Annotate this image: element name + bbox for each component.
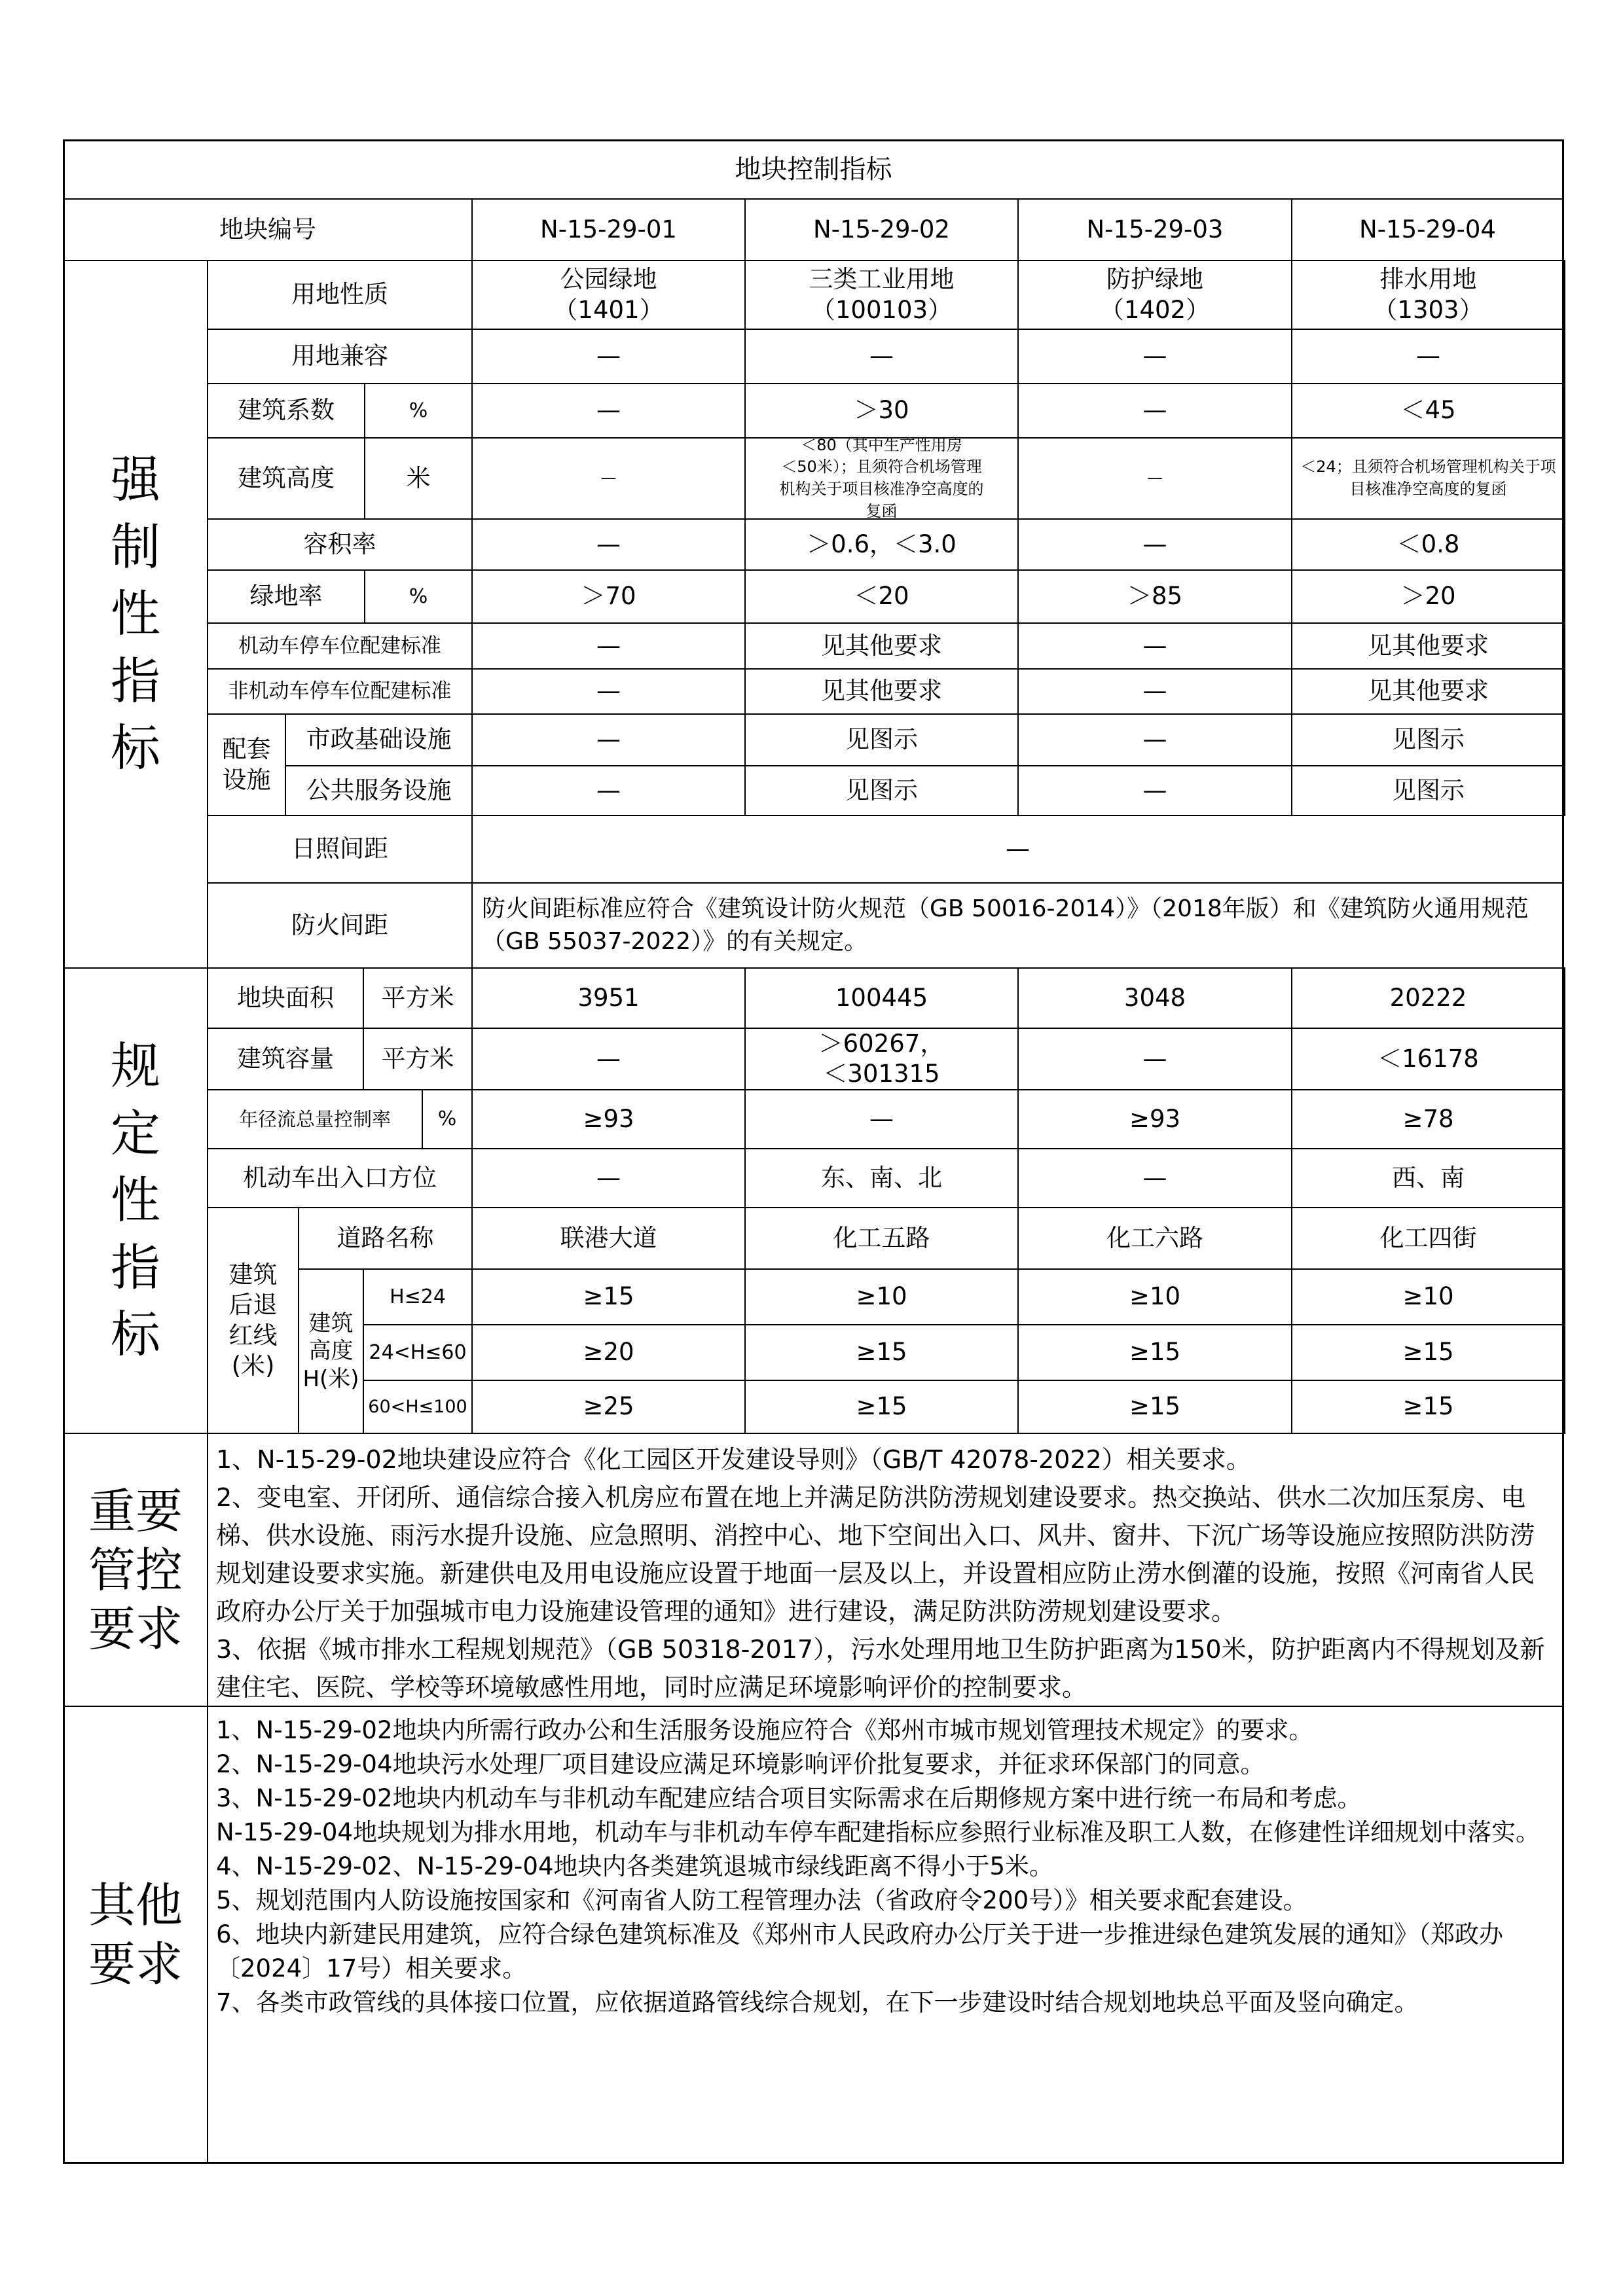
label-bike-parking: 非机动车停车位配建标准 — [207, 668, 473, 715]
value-cell: 见其他要求 — [744, 668, 1019, 715]
unit-parcel-area: 平方米 — [363, 967, 473, 1029]
unit-building-volume: 平方米 — [363, 1028, 473, 1090]
other-requirement-item: 2、N-15-29-04地块污水处理厂项目建设应满足环境影响评价批复要求，并征求环保部门的同意。 — [216, 1750, 1265, 1778]
value-cell: 东、南、北 — [744, 1148, 1019, 1208]
value-cell: ＞85 — [1017, 569, 1292, 624]
value-cell: ≥15 — [1291, 1324, 1565, 1381]
value-cell: 100445 — [744, 967, 1019, 1029]
unit-runoff-control: % — [422, 1089, 473, 1149]
unit-building-coverage: % — [364, 383, 473, 439]
label-parcel-area: 地块面积 — [207, 967, 364, 1029]
other-requirements-text — [207, 1706, 1564, 2164]
value-cell: ＞0.6，＜3.0 — [744, 518, 1019, 571]
label-land-use: 用地性质 — [207, 260, 473, 330]
value-cell: 三类工业用地 （100103） — [744, 260, 1019, 330]
value-cell: — — [471, 622, 746, 670]
value-fire-spacing: 防火间距标准应符合《建筑设计防火规范（GB 50016-2014）》（2018年版）和《建筑防火通用规范（GB 55037-2022）》的有关规定。 — [471, 882, 1564, 969]
value-cell: ≥93 — [471, 1089, 746, 1149]
unit-green-ratio: % — [364, 569, 473, 624]
label-runoff-control: 年径流总量控制率 — [207, 1089, 423, 1149]
value-cell: — — [471, 765, 746, 816]
parcel-id-4: N-15-29-04 — [1291, 198, 1564, 261]
value-cell: — — [744, 1089, 1019, 1149]
value-cell: — — [1017, 622, 1292, 670]
label-fire-spacing: 防火间距 — [207, 882, 473, 969]
parcel-id-1: N-15-29-01 — [471, 198, 746, 261]
value-cell: ＞60267， ＜301315 — [744, 1028, 1019, 1090]
value-cell: — — [1017, 1028, 1292, 1090]
value-cell: ＜80（其中生产性用房 ＜50米）；且须符合机场管理 机构关于项目核准净空高度的 复函 — [744, 437, 1019, 520]
value-cell: — — [1291, 329, 1565, 384]
value-cell: ＜20 — [744, 569, 1019, 624]
value-cell: — — [471, 668, 746, 715]
section-regulatory-indicators: 规 定 性 指 标 — [63, 967, 208, 1434]
other-requirement-item: 5、规划范围内人防设施按国家和《河南省人防工程管理办法（省政府令200号）》相关要求配套建设。 — [216, 1886, 1307, 1914]
other-requirement-item: 7、各类市政管线的具体接口位置，应依据道路管线综合规划，在下一步建设时结合规划地块总平面及竖向确定。 — [216, 1988, 1419, 2017]
parcel-id-3: N-15-29-03 — [1017, 198, 1292, 261]
label-height-60-100: 60<H≤100 — [363, 1380, 473, 1434]
value-cell: 3048 — [1017, 967, 1292, 1029]
label-sunlight-spacing: 日照间距 — [207, 815, 473, 884]
value-cell: ≥93 — [1017, 1089, 1292, 1149]
value-cell: ＞70 — [471, 569, 746, 624]
value-cell: — — [471, 383, 746, 439]
value-cell: 20222 — [1291, 967, 1565, 1029]
value-cell: ≥10 — [744, 1268, 1019, 1325]
value-cell: — — [744, 329, 1019, 384]
value-cell: ≥15 — [744, 1380, 1019, 1434]
value-sunlight-spacing: — — [471, 815, 1564, 884]
parcel-id-header-label: 地块编号 — [63, 198, 473, 261]
value-cell: — — [471, 713, 746, 766]
value-cell: ≥15 — [744, 1324, 1019, 1381]
value-cell: 公园绿地 （1401） — [471, 260, 746, 330]
value-cell: 化工六路 — [1017, 1207, 1292, 1270]
value-cell: — — [471, 329, 746, 384]
value-cell: ＜45 — [1291, 383, 1565, 439]
value-cell: 见图示 — [744, 713, 1019, 766]
other-requirement-item: 3、N-15-29-02地块内机动车与非机动车配建应结合项目实际需求在后期修规方案中进行统一布局和考虑。 — [216, 1784, 1362, 1812]
label-supporting-facilities: 配套 设施 — [207, 713, 286, 816]
label-height-group: 建筑 高度 H(米) — [298, 1268, 364, 1434]
label-height-le24: H≤24 — [363, 1268, 473, 1325]
label-far: 容积率 — [207, 518, 473, 571]
key-requirement-item: 3、依据《城市排水工程规划规范》（GB 50318-2017），污水处理用地卫生防护距离为150米，防护距离内不得规划及新建住宅、医院、学校等环境敏感性用地，同时应满足环境影响评价的控制要求。 — [216, 1635, 1545, 1702]
section-other-requirements: 其他 要求 — [63, 1706, 208, 2164]
value-cell: ＜24；且须符合机场管理机构关于项 目核准净空高度的复函 — [1291, 437, 1565, 520]
label-vehicle-access: 机动车出入口方位 — [207, 1148, 473, 1208]
other-requirement-item: 6、地块内新建民用建筑，应符合绿色建筑标准及《郑州市人民政府办公厅关于进一步推进绿色建筑发展的通知》（郑政办〔2024〕17号）相关要求。 — [216, 1920, 1504, 1982]
label-building-volume: 建筑容量 — [207, 1028, 364, 1090]
label-setback: 建筑 后退 红线 (米) — [207, 1207, 299, 1434]
value-cell: — — [1017, 765, 1292, 816]
label-road-name: 道路名称 — [298, 1207, 473, 1270]
label-building-coverage: 建筑系数 — [207, 383, 365, 439]
value-cell: 化工五路 — [744, 1207, 1019, 1270]
value-cell: — — [471, 1148, 746, 1208]
value-cell: ≥15 — [1017, 1324, 1292, 1381]
value-cell: — — [1017, 1148, 1292, 1208]
value-cell: 联港大道 — [471, 1207, 746, 1270]
value-cell: 见图示 — [1291, 713, 1565, 766]
key-requirement-item: 1、N-15-29-02地块建设应符合《化工园区开发建设导则》（GB/T 42078-2022）相关要求。 — [216, 1445, 1251, 1474]
value-cell: ≥10 — [1291, 1268, 1565, 1325]
value-cell: 见其他要求 — [1291, 668, 1565, 715]
value-cell: ≥78 — [1291, 1089, 1565, 1149]
value-cell: ＜0.8 — [1291, 518, 1565, 571]
value-cell: 西、南 — [1291, 1148, 1565, 1208]
section-key-requirements: 重要 管控 要求 — [63, 1433, 208, 1707]
value-cell: 3951 — [471, 967, 746, 1029]
value-cell: ＞20 — [1291, 569, 1565, 624]
label-municipal-infra: 市政基础设施 — [285, 713, 473, 766]
parcel-id-2: N-15-29-02 — [744, 198, 1019, 261]
value-cell: — — [471, 518, 746, 571]
label-car-parking: 机动车停车位配建标准 — [207, 622, 473, 670]
value-cell: — — [1017, 518, 1292, 571]
unit-building-height: 米 — [364, 437, 473, 520]
value-cell: 见图示 — [744, 765, 1019, 816]
label-height-24-60: 24<H≤60 — [363, 1324, 473, 1381]
key-requirements-text — [207, 1433, 1564, 1707]
value-cell: — — [1017, 437, 1292, 520]
label-building-height: 建筑高度 — [207, 437, 365, 520]
value-cell: ＜16178 — [1291, 1028, 1565, 1090]
value-cell: ≥15 — [471, 1268, 746, 1325]
value-cell: ≥15 — [1291, 1380, 1565, 1434]
label-public-service: 公共服务设施 — [285, 765, 473, 816]
value-cell: — — [1017, 329, 1292, 384]
table-title: 地块控制指标 — [63, 139, 1564, 200]
value-cell: 见图示 — [1291, 765, 1565, 816]
value-cell: — — [1017, 713, 1292, 766]
value-cell: 化工四街 — [1291, 1207, 1565, 1270]
value-cell: 见其他要求 — [1291, 622, 1565, 670]
other-requirement-item: 4、N-15-29-02、N-15-29-04地块内各类建筑退城市绿线距离不得小于5米。 — [216, 1852, 1054, 1880]
value-cell: — — [1017, 668, 1292, 715]
value-cell: ≥10 — [1017, 1268, 1292, 1325]
label-green-ratio: 绿地率 — [207, 569, 365, 624]
section-mandatory-indicators: 强 制 性 指 标 — [63, 260, 208, 969]
value-cell: ≥20 — [471, 1324, 746, 1381]
label-land-compat: 用地兼容 — [207, 329, 473, 384]
other-requirement-item: 1、N-15-29-02地块内所需行政办公和生活服务设施应符合《郑州市城市规划管理技术规定》的要求。 — [216, 1716, 1313, 1744]
value-cell: — — [1017, 383, 1292, 439]
value-cell: — — [471, 1028, 746, 1090]
value-cell: 排水用地 （1303） — [1291, 260, 1565, 330]
value-cell: ≥25 — [471, 1380, 746, 1434]
value-cell: 防护绿地 （1402） — [1017, 260, 1292, 330]
value-cell: ＞30 — [744, 383, 1019, 439]
value-cell: 见其他要求 — [744, 622, 1019, 670]
value-cell: ≥15 — [1017, 1380, 1292, 1434]
key-requirement-item: 2、变电室、开闭所、通信综合接入机房应布置在地上并满足防洪防涝规划建设要求。热交换站、供水二次加压泵房、电梯、供水设施、雨污水提升设施、应急照明、消控中心、地下空间出入口、风井、窗井、下沉广场等设施应按照防洪防涝规划建设要求实施。新建供电及用电设施应设置于地面一层及以上，并设置相应防止涝水倒灌的设施，按照《河南省人民政府办公厅关于加强城市电力设施建设管理的通知》进行建设，满足防洪防涝规划建设要求。 — [216, 1483, 1535, 1626]
other-requirement-item: N-15-29-04地块规划为排水用地，机动车与非机动车停车配建指标应参照行业标准及职工人数，在修建性详细规划中落实。 — [216, 1818, 1540, 1846]
value-cell: — — [471, 437, 746, 520]
